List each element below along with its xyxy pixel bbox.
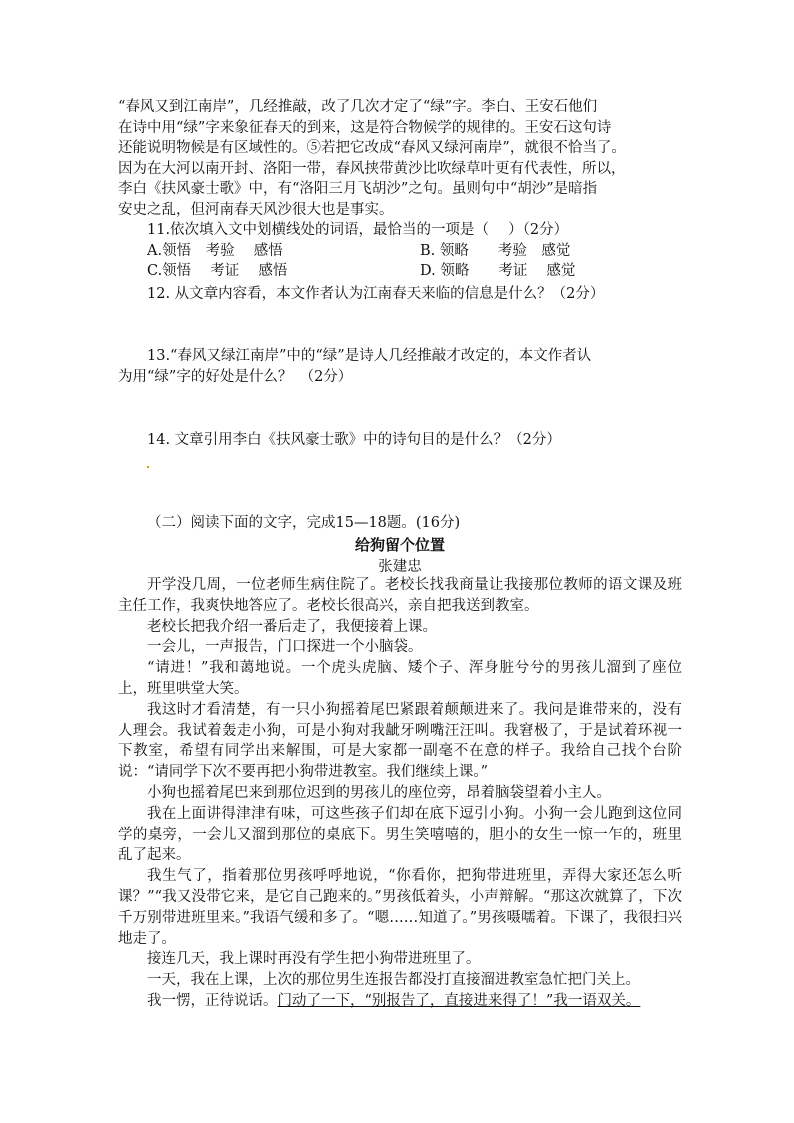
- stray-mark: [147, 466, 149, 468]
- question-11-options-row-2: [118, 261, 682, 282]
- paragraph: 我在上面讲得津津有味，可这些孩子们却在底下逗引小狗。小狗一会儿跑到这位同学的桌旁，一会儿又溜到那位的桌底下。男生笑嘻嘻的，胆小的女生一惊一乍的，班里乱了起来。: [118, 805, 682, 864]
- paragraph: 一会儿，一声报告，门口探进一个小脑袋。: [147, 639, 423, 656]
- section-2-heading: [118, 513, 682, 534]
- paragraph: 我生气了，指着那位男孩呼呼地说，“你看你，把狗带进班里，弄得大家还怎么听课？”“我又没带它来，是它自己跑来的。”男孩低着头，小声辩解。“那这次就算了，下次千万别带进班里来。”我语气缓和多了。“嗯……知道了。”男孩嗫嚅着。下课了，我很扫兴地走了。: [118, 868, 682, 947]
- last-paragraph: [118, 991, 682, 1012]
- text-line: “春风又到江南岸”，几经推敲，改了几次才定了“绿”字。李白、王安石他们: [118, 99, 598, 115]
- question-12-stem: 12. 从文章内容看，本文作者认为江南春天来临的信息是什么？（2分）: [147, 286, 605, 302]
- option-b: B. 领略 考验 感觉: [420, 242, 571, 259]
- text-line: 还能说明物候是有区域性的。⑤若把它改成“春风又绿河南岸”，就很不恰当了。: [118, 140, 626, 157]
- text-line: 因为在大河以南开封、洛阳一带，春风挟带黄沙比吹绿草叶更有代表性，所以，: [118, 160, 626, 177]
- paragraph: “请进！”我和蔼地说。一个虎头虎脑、矮个子、浑身脏兮兮的男孩儿溜到了座位上，班里哄堂大笑。: [118, 660, 682, 697]
- paragraph: 小狗也摇着尾巴来到那位迟到的男孩儿的座位旁，昂着脑袋望着小主人。: [147, 784, 611, 801]
- text-line: 安史之乱，但河南春天风沙很大也是事实。: [118, 201, 394, 218]
- article-title: 给狗留个位置: [354, 536, 445, 554]
- text-line: 李白《扶风豪士歌》中，有“洛阳三月飞胡沙”之句。虽则句中“胡沙”是暗指: [118, 181, 598, 198]
- question-13-line-1: 13.“春风又绿江南岸”中的“绿”是诗人几经推敲才改定的，本文作者认: [147, 348, 592, 364]
- question-13-line-2: 为用“绿”字的好处是什么？ （2分）: [118, 368, 353, 385]
- question-13: [118, 346, 682, 387]
- paragraph: 开学没几周，一位老师生病住院了。老校长找我商量让我接那位教师的语文课及班主任工作，我爽快地答应了。老校长很高兴，亲自把我送到教室。: [118, 577, 682, 614]
- article-author: 张建忠: [378, 559, 422, 575]
- last-line-plain: 我一愣，正待说话。: [147, 992, 278, 1009]
- question-11-options-row-1: [118, 241, 682, 262]
- option-a: A.领悟 考验 感悟: [147, 242, 283, 259]
- option-d: D. 领略 考证 感觉: [420, 263, 576, 280]
- question-12: [118, 284, 682, 305]
- underlined-sentence: 门动了一下，“别报告了，直接进来得了！”我一语双关。: [277, 992, 641, 1009]
- section-heading: （二）阅读下面的文字，完成15—18题。(16分): [147, 515, 461, 531]
- intro-paragraph: [118, 97, 682, 221]
- text-line: 在诗中用“绿”字来象征春天的到来，这是符合物候学的规律的。王安石这句诗: [118, 119, 612, 136]
- paragraph: 接连几天，我上课时再没有学生把小狗带进班里了。: [147, 951, 481, 968]
- question-14-stem: 14. 文章引用李白《扶风豪士歌》中的诗句目的是什么？（2分）: [147, 432, 561, 448]
- question-11: [118, 220, 682, 282]
- option-c: C.领悟 考证 感悟: [147, 263, 288, 280]
- question-11-stem: 11.依次填入文中划横线处的词语，最恰当的一项是（ ）（2分）: [147, 222, 569, 238]
- article-body: [118, 575, 682, 1012]
- paragraph: 一天，我在上课，上次的那位男生连报告都没打直接溜进教室急忙把门关上。: [147, 972, 640, 989]
- paragraph: 我这时才看清楚，有一只小狗摇着尾巴紧跟着颠颠进来了。我问是谁带来的，没有人理会。我试着轰走小狗，可是小狗对我龇牙咧嘴汪汪叫。我窘极了，于是试着环视一下教室，希望有同学出来解围，可是大家都一副毫不在意的样子。我给自己找个台阶说：“请同学下次不要再把小狗带进教室。我们继续上课。”: [118, 701, 682, 781]
- paragraph: 老校长把我介绍一番后走了，我便接着上课。: [147, 618, 437, 635]
- question-14: [118, 430, 682, 451]
